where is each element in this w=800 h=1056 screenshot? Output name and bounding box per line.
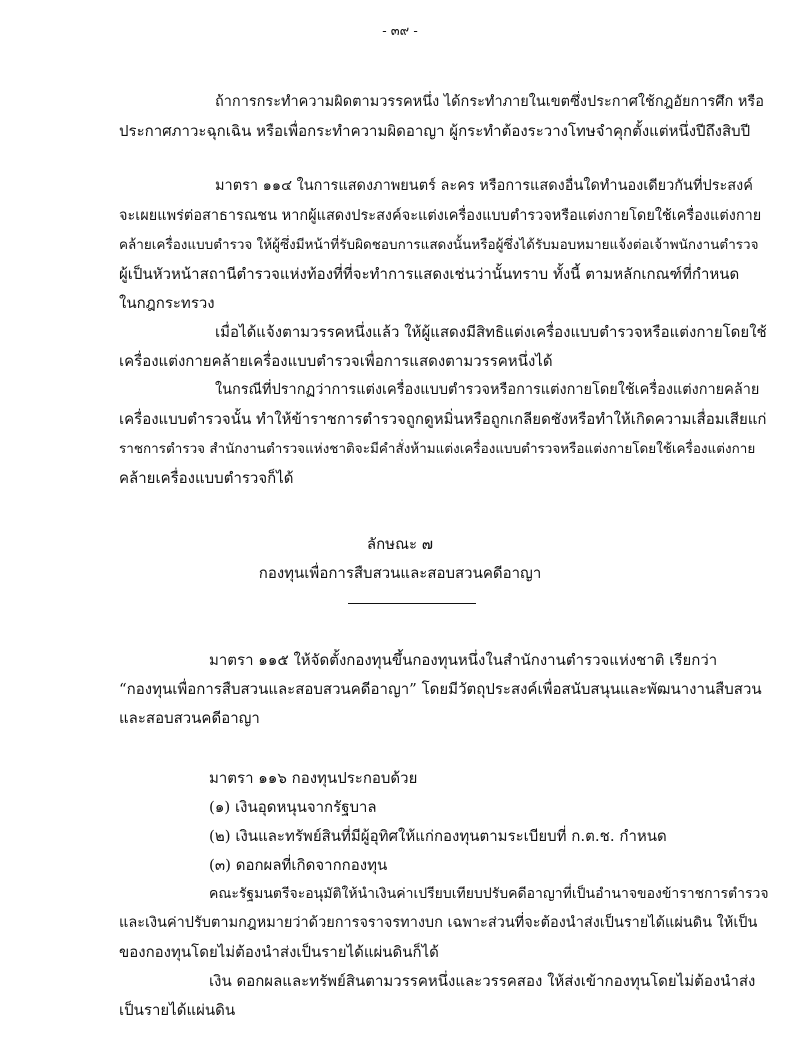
s116-item-1: (๑) เงินอุดหนุนจากรัฐบาล [209,798,377,816]
s114-p2-line-2: เครื่องแต่งกายคล้ายเครื่องแบบตำรวจเพื่อการแสดงตามวรรคหนึ่งได้ [119,352,553,370]
s114-p1-line-4: ผู้เป็นหัวหน้าสถานีตำรวจแห่งท้องที่ที่จะทำการแสดงเช่นว่านั้นทราบ ทั้งนี้ ตามหลักเกณฑ์ที่กำหนด [119,265,740,283]
s114-p3-line-4: คล้ายเครื่องแบบตำรวจก็ได้ [119,469,294,487]
s114-p2-line-1: เมื่อได้แจ้งตามวรรคหนึ่งแล้ว ให้ผู้แสดงมีสิทธิแต่งเครื่องแบบตำรวจหรือแต่งกายโดยใช้ [215,323,767,341]
s116-p2-line-1: คณะรัฐมนตรีจะอนุมัติให้นำเงินค่าเปรียบเทียบปรับคดีอาญาที่เป็นอำนาจของข้าราชการตำรวจ [209,886,769,902]
s116-p2-line-2: และเงินค่าปรับตามกฎหมายว่าด้วยการจราจรทางบก เฉพาะส่วนที่จะต้องนำส่งเป็นรายได้แผ่นดิน ให้เป็น [119,915,758,931]
s116-item-3: (๓) ดอกผลที่เกิดจากกองทุน [209,856,388,874]
chapter-divider [348,603,476,604]
s116-item-2: (๒) เงินและทรัพย์สินที่มีผู้อุทิศให้แก่กองทุนตามระเบียบที่ ก.ต.ช. กำหนด [209,827,667,845]
page-number: - ๓๙ - [382,24,418,39]
s115-line-2: “กองทุนเพื่อการสืบสวนและสอบสวนคดีอาญา” โดยมีวัตถุประสงค์เพื่อสนับสนุนและพัฒนางานสืบสวน [119,680,762,698]
s115-line-1: มาตรา ๑๑๕ ให้จัดตั้งกองทุนขึ้นกองทุนหนึ่งในสำนักงานตำรวจแห่งชาติ เรียกว่า [209,651,718,669]
s114-p1-line-3: คล้ายเครื่องแบบตำรวจ ให้ผู้ซึ่งมีหน้าที่รับผิดชอบการแสดงนั้นหรือผู้ซึ่งได้รับมอบหมายแจ้งต่อเจ้าพนักงานตำรวจ [119,237,759,253]
s115-line-3: และสอบสวนคดีอาญา [119,709,260,727]
s116-p3-line-2: เป็นรายได้แผ่นดิน [119,1001,236,1019]
s116-head: มาตรา ๑๑๖ กองทุนประกอบด้วย [209,769,418,787]
intro-line-1: ถ้าการกระทำความผิดตามวรรคหนึ่ง ได้กระทำภายในเขตซึ่งประกาศใช้กฎอัยการศึก หรือ [215,94,764,110]
intro-line-2: ประกาศภาวะฉุกเฉิน หรือเพื่อกระทำความผิดอาญา ผู้กระทำต้องระวางโทษจำคุกตั้งแต่หนึ่งปีถึงสิบปี [119,122,751,140]
s114-p1-line-1: มาตรา ๑๑๔ ในการแสดงภาพยนตร์ ละคร หรือการแสดงอื่นใดทำนองเดียวกันที่ประสงค์ [215,178,753,194]
s114-p1-line-2: จะเผยแพร่ต่อสาธารณชน หากผู้แสดงประสงค์จะแต่งเครื่องแบบตำรวจหรือแต่งกายโดยใช้เครื่องแต่งกาย [119,208,762,224]
s114-p3-line-2: เครื่องแบบตำรวจนั้น ทำให้ข้าราชการตำรวจถูกดูหมิ่นหรือถูกเกลียดชังหรือทำให้เกิดความเสื่อมเสียแก่ [119,410,767,428]
s114-p3-line-3: ราชการตำรวจ สำนักงานตำรวจแห่งชาติจะมีคำสั่งห้ามแต่งเครื่องแบบตำรวจหรือแต่งกายโดยใช้เครื่องแต่งกาย [119,441,756,457]
s114-p1-line-5: ในกฎกระทรวง [119,294,215,312]
chapter-title: ลักษณะ ๗ [366,535,434,553]
s114-p3-line-1: ในกรณีที่ปรากฏว่าการแต่งเครื่องแบบตำรวจหรือการแต่งกายโดยใช้เครื่องแต่งกายคล้าย [215,382,760,398]
chapter-subtitle: กองทุนเพื่อการสืบสวนและสอบสวนคดีอาญา [258,564,542,582]
s116-p3-line-1: เงิน ดอกผลและทรัพย์สินตามวรรคหนึ่งและวรรคสอง ให้ส่งเข้ากองทุนโดยไม่ต้องนำส่ง [209,972,756,990]
s116-p2-line-3: ของกองทุนโดยไม่ต้องนำส่งเป็นรายได้แผ่นดินก็ได้ [119,943,439,961]
